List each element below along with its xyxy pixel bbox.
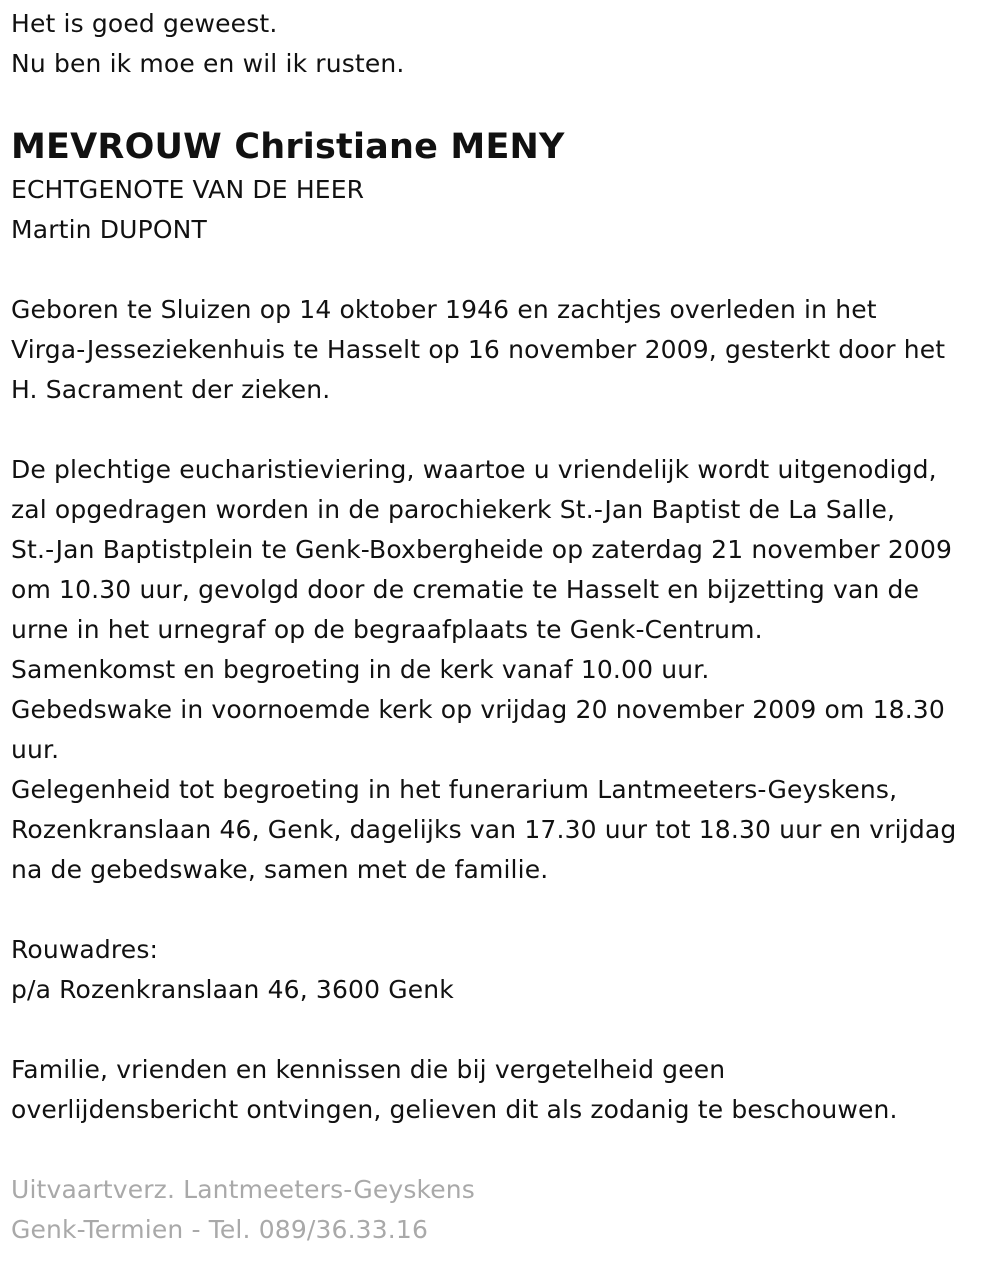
paragraph-line: na de gebedswake, samen met de familie.: [11, 855, 549, 884]
obituary-notice: [11, 4, 996, 1250]
paragraph-line: overlijdensbericht ontvingen, gelieven dit als zodanig te beschouwen.: [11, 1095, 898, 1124]
paragraph-line: Familie, vrienden en kennissen die bij vergetelheid geen: [11, 1055, 726, 1084]
paragraph-line: Geboren te Sluizen op 14 oktober 1946 en zachtjes overleden in het: [11, 295, 877, 324]
paragraph-line: Virga-Jesseziekenhuis te Hasselt op 16 november 2009, gesterkt door het: [11, 335, 946, 364]
closing-paragraph: [11, 1050, 996, 1130]
spacer: [11, 84, 996, 124]
ceremony-paragraph: [11, 450, 996, 890]
paragraph-line: Samenkomst en begroeting in de kerk vanaf 10.00 uur.: [11, 655, 710, 684]
spacer: [11, 1130, 996, 1170]
deceased-block: [11, 124, 996, 250]
paragraph-line: Gelegenheid tot begroeting in het funerarium Lantmeeters-Geyskens,: [11, 775, 898, 804]
paragraph-line: Rozenkranslaan 46, Genk, dagelijks van 17.30 uur tot 18.30 uur en vrijdag: [11, 815, 957, 844]
spacer: [11, 410, 996, 450]
paragraph-line: zal opgedragen worden in de parochiekerk St.-Jan Baptist de La Salle,: [11, 495, 896, 524]
deceased-name: MEVROUW Christiane MENY: [11, 127, 565, 167]
paragraph-line: urne in het urnegraf op de begraafplaats te Genk-Centrum.: [11, 615, 763, 644]
address-value: p/a Rozenkranslaan 46, 3600 Genk: [11, 975, 454, 1004]
spacer: [11, 890, 996, 930]
mourning-address: [11, 930, 996, 1010]
paragraph-line: uur.: [11, 735, 60, 764]
paragraph-line: Gebedswake in voornoemde kerk op vrijdag 20 november 2009 om 18.30: [11, 695, 945, 724]
address-label: Rouwadres:: [11, 935, 159, 964]
spouse-name: Martin DUPONT: [11, 215, 207, 244]
motto-line: Nu ben ik moe en wil ik rusten.: [11, 49, 405, 78]
relation-label: ECHTGENOTE VAN DE HEER: [11, 175, 365, 204]
birth-death-paragraph: [11, 290, 996, 410]
funeral-home-footer: [11, 1170, 996, 1250]
paragraph-line: H. Sacrament der zieken.: [11, 375, 331, 404]
paragraph-line: om 10.30 uur, gevolgd door de crematie te Hasselt en bijzetting van de: [11, 575, 920, 604]
funeral-home-name: Uitvaartverz. Lantmeeters-Geyskens: [11, 1175, 475, 1204]
paragraph-line: St.-Jan Baptistplein te Genk-Boxbergheide op zaterdag 21 november 2009: [11, 535, 953, 564]
spacer: [11, 1010, 996, 1050]
funeral-home-contact: Genk-Termien - Tel. 089/36.33.16: [11, 1215, 428, 1244]
motto-line: Het is goed geweest.: [11, 9, 278, 38]
paragraph-line: De plechtige eucharistieviering, waartoe u vriendelijk wordt uitgenodigd,: [11, 455, 937, 484]
spacer: [11, 250, 996, 290]
motto: [11, 4, 996, 84]
